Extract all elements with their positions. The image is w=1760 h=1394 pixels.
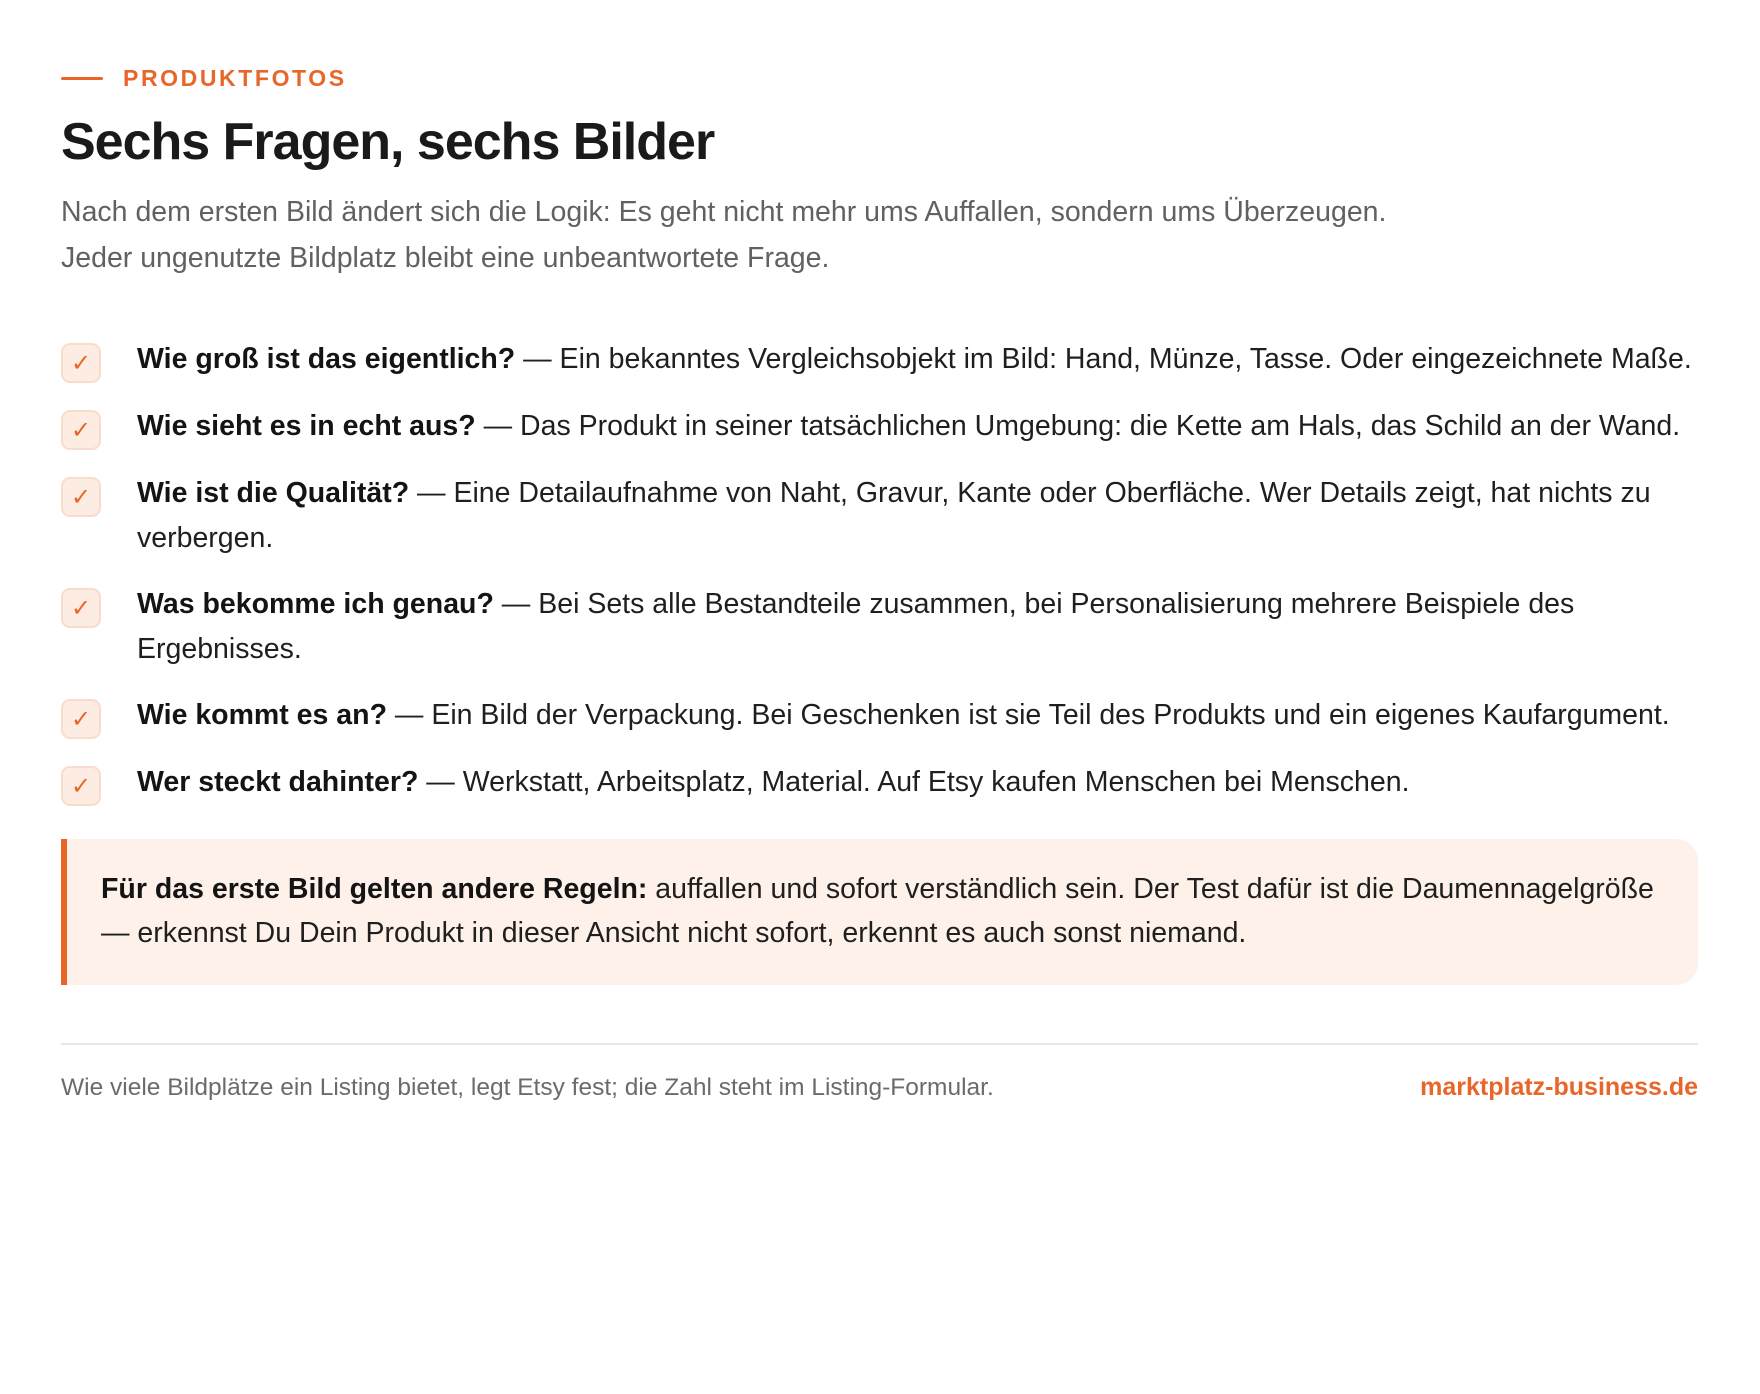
checklist-item (61, 404, 1698, 450)
brand-link[interactable]: marktplatz-business.de (1420, 1072, 1698, 1101)
callout-body: auffallen und sofort verständlich sein. Der Test dafür ist die Daumennagelgröße — erkennst Du Dein Produkt in dieser Ansicht nicht sofort, erkennt es auch sonst niemand. (101, 872, 1654, 949)
checklist-item-text (137, 404, 1698, 449)
checklist-answer: — Eine Detailaufnahme von Naht, Gravur, Kante oder Oberfläche. Wer Details zeigt, hat nichts zu verbergen. (137, 476, 1651, 554)
checklist-item-text (137, 582, 1698, 672)
footer (61, 1073, 1698, 1102)
checkmark-icon: ✓ (61, 699, 101, 739)
checklist-question: Wie kommt es an? (137, 698, 387, 731)
intro-line-1: Nach dem ersten Bild ändert sich die Logik: Es geht nicht mehr ums Auffallen, sondern ums Überzeugen. (61, 195, 1387, 228)
checklist-question: Wer steckt dahinter? (137, 765, 419, 798)
checklist-answer: — Das Produkt in seiner tatsächlichen Umgebung: die Kette am Hals, das Schild an der Wand. (475, 409, 1681, 442)
eyebrow (61, 63, 1698, 93)
page-title: Sechs Fragen, sechs Bilder (61, 113, 715, 171)
footer-note: Wie viele Bildplätze ein Listing bietet, legt Etsy fest; die Zahl steht im Listing-Formular. (61, 1073, 994, 1101)
intro-line-2: Jeder ungenutzte Bildplatz bleibt eine unbeantwortete Frage. (61, 241, 830, 274)
checkmark-icon: ✓ (61, 766, 101, 806)
checkmark-icon: ✓ (61, 588, 101, 628)
footer-divider (61, 1043, 1698, 1045)
checklist-question: Wie groß ist das eigentlich? (137, 342, 516, 375)
checklist-question: Wie ist die Qualität? (137, 476, 410, 509)
checklist-item-text (137, 337, 1698, 382)
checklist-answer: — Ein bekanntes Vergleichsobjekt im Bild: Hand, Münze, Tasse. Oder eingezeichnete Maße. (515, 342, 1692, 375)
checklist-answer: — Ein Bild der Verpackung. Bei Geschenken ist sie Teil des Produkts und ein eigenes Kaufargument. (386, 698, 1670, 731)
checklist-item (61, 471, 1698, 561)
question-checklist (61, 337, 1698, 806)
eyebrow-accent-line (61, 77, 103, 80)
checkmark-icon: ✓ (61, 410, 101, 450)
intro-text (61, 189, 1661, 281)
eyebrow-label: PRODUKTFOTOS (123, 64, 347, 91)
checkmark-icon: ✓ (61, 477, 101, 517)
checklist-item (61, 760, 1698, 806)
checklist-answer: — Bei Sets alle Bestandteile zusammen, bei Personalisierung mehrere Beispiele des Ergebnisses. (137, 587, 1575, 665)
callout-lead: Für das erste Bild gelten andere Regeln: (101, 872, 648, 905)
checklist-item (61, 337, 1698, 383)
checklist-item (61, 582, 1698, 672)
checklist-item-text (137, 471, 1698, 561)
checklist-answer: — Werkstatt, Arbeitsplatz, Material. Auf Etsy kaufen Menschen bei Menschen. (418, 765, 1410, 798)
checklist-item (61, 693, 1698, 739)
checkmark-icon: ✓ (61, 343, 101, 383)
checklist-question: Wie sieht es in echt aus? (137, 409, 476, 442)
checklist-question: Was bekomme ich genau? (137, 587, 494, 620)
checklist-item-text (137, 693, 1698, 738)
checklist-item-text (137, 760, 1698, 805)
first-image-callout (61, 839, 1698, 985)
